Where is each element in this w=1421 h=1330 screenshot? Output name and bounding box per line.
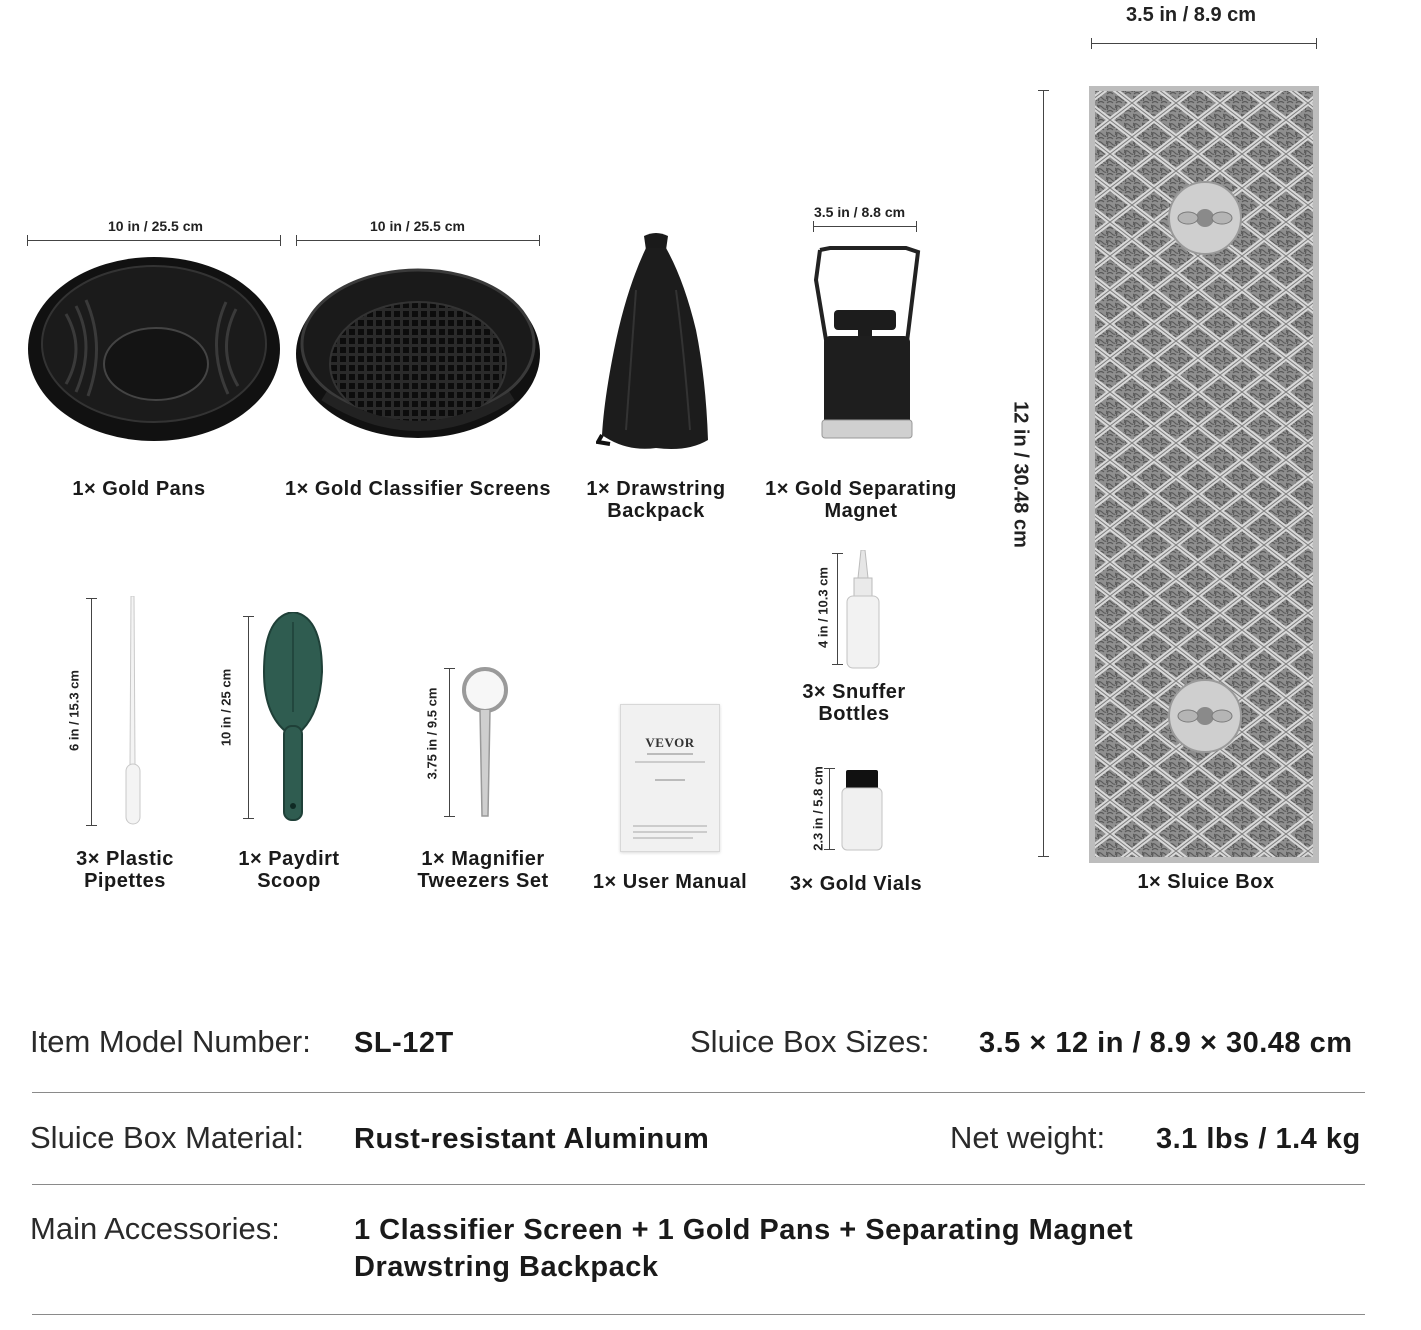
wing-nut-top: [1169, 182, 1241, 254]
spec-divider-1: [32, 1092, 1365, 1093]
scoop-label-line1: 1× Paydirt: [238, 848, 340, 870]
accessories-value-line2: Drawstring Backpack: [354, 1251, 659, 1283]
sluice-box-image: [1088, 86, 1320, 864]
sluice-size-value: 3.5 × 12 in / 8.9 × 30.48 cm: [979, 1027, 1353, 1059]
scoop-label-line2: Scoop: [257, 870, 321, 892]
sluice-width-dimension: 3.5 in / 8.9 cm: [1126, 4, 1257, 26]
gold-pans-label: 1× Gold Pans: [72, 478, 206, 500]
magnet-dim-line: [813, 226, 917, 227]
sluice-length-line: [1043, 90, 1044, 857]
accessories-label: Main Accessories:: [30, 1211, 280, 1246]
snuffer-dimension: 4 in / 10.3 cm: [815, 567, 831, 648]
classifier-image: [294, 256, 542, 452]
pipettes-label-line1: 3× Plastic: [76, 848, 174, 870]
user-manual-image: [620, 704, 720, 852]
material-label: Sluice Box Material:: [30, 1120, 304, 1155]
tweezers-image: [458, 666, 512, 820]
accessories-value-line1: 1 Classifier Screen + 1 Gold Pans + Separating Magnet: [354, 1214, 1134, 1246]
vial-dimension: 2.3 in / 5.8 cm: [810, 766, 826, 851]
tweezers-dim-line: [449, 668, 450, 817]
gold-vials-label: 3× Gold Vials: [789, 873, 923, 895]
classifier-dim-line: [296, 240, 540, 241]
sluice-length-dimension: 12 in / 30.48 cm: [1009, 401, 1032, 548]
gold-pan-image: [26, 254, 282, 448]
tweezers-label-line2: Tweezers Set: [417, 870, 549, 892]
magnet-label-line2: Magnet: [824, 500, 898, 522]
spec-divider-3: [32, 1314, 1365, 1315]
gold-pan-dimension: 10 in / 25.5 cm: [108, 218, 203, 234]
net-weight-value: 3.1 lbs / 1.4 kg: [1156, 1123, 1361, 1155]
classifier-label: 1× Gold Classifier Screens: [285, 478, 551, 500]
magnet-label-line1: 1× Gold Separating: [765, 478, 957, 500]
pipette-image: [120, 596, 146, 828]
snuffer-label-line1: 3× Snuffer: [802, 681, 906, 703]
pipettes-label-line2: Pipettes: [84, 870, 166, 892]
vial-dim-line: [829, 768, 830, 850]
backpack-image: [596, 230, 714, 452]
gold-vial-image: [840, 770, 884, 852]
backpack-label-line2: Backpack: [607, 500, 705, 522]
sluice-size-label: Sluice Box Sizes:: [690, 1024, 930, 1059]
classifier-dimension: 10 in / 25.5 cm: [370, 218, 465, 234]
tweezers-label-line1: 1× Magnifier: [421, 848, 545, 870]
pipette-dim-line: [91, 598, 92, 826]
snuffer-label-line2: Bottles: [818, 703, 890, 725]
wing-nut-bottom: [1169, 680, 1241, 752]
snuffer-bottle-image: [844, 550, 882, 670]
magnet-dimension: 3.5 in / 8.8 cm: [814, 204, 906, 220]
user-manual-label: 1× User Manual: [592, 871, 748, 893]
model-number-label: Item Model Number:: [30, 1024, 311, 1059]
scoop-dimension: 10 in / 25 cm: [218, 668, 234, 747]
material-value: Rust-resistant Aluminum: [354, 1123, 710, 1155]
tweezers-dimension: 3.75 in / 9.5 cm: [424, 687, 440, 780]
spec-divider-2: [32, 1184, 1365, 1185]
scoop-image: [260, 612, 326, 822]
net-weight-label: Net weight:: [950, 1120, 1106, 1155]
sluice-box-label: 1× Sluice Box: [1137, 871, 1275, 893]
scoop-dim-line: [248, 616, 249, 819]
gold-pan-dim-line: [27, 240, 281, 241]
snuffer-dim-line: [837, 553, 838, 665]
pipette-dimension: 6 in / 15.3 cm: [66, 670, 82, 751]
sluice-width-line: [1091, 43, 1317, 44]
manual-brand-logo: VEVOR: [645, 735, 695, 750]
backpack-label-line1: 1× Drawstring: [586, 478, 726, 500]
magnet-image: [806, 240, 924, 448]
model-number-value: SL-12T: [354, 1027, 454, 1059]
